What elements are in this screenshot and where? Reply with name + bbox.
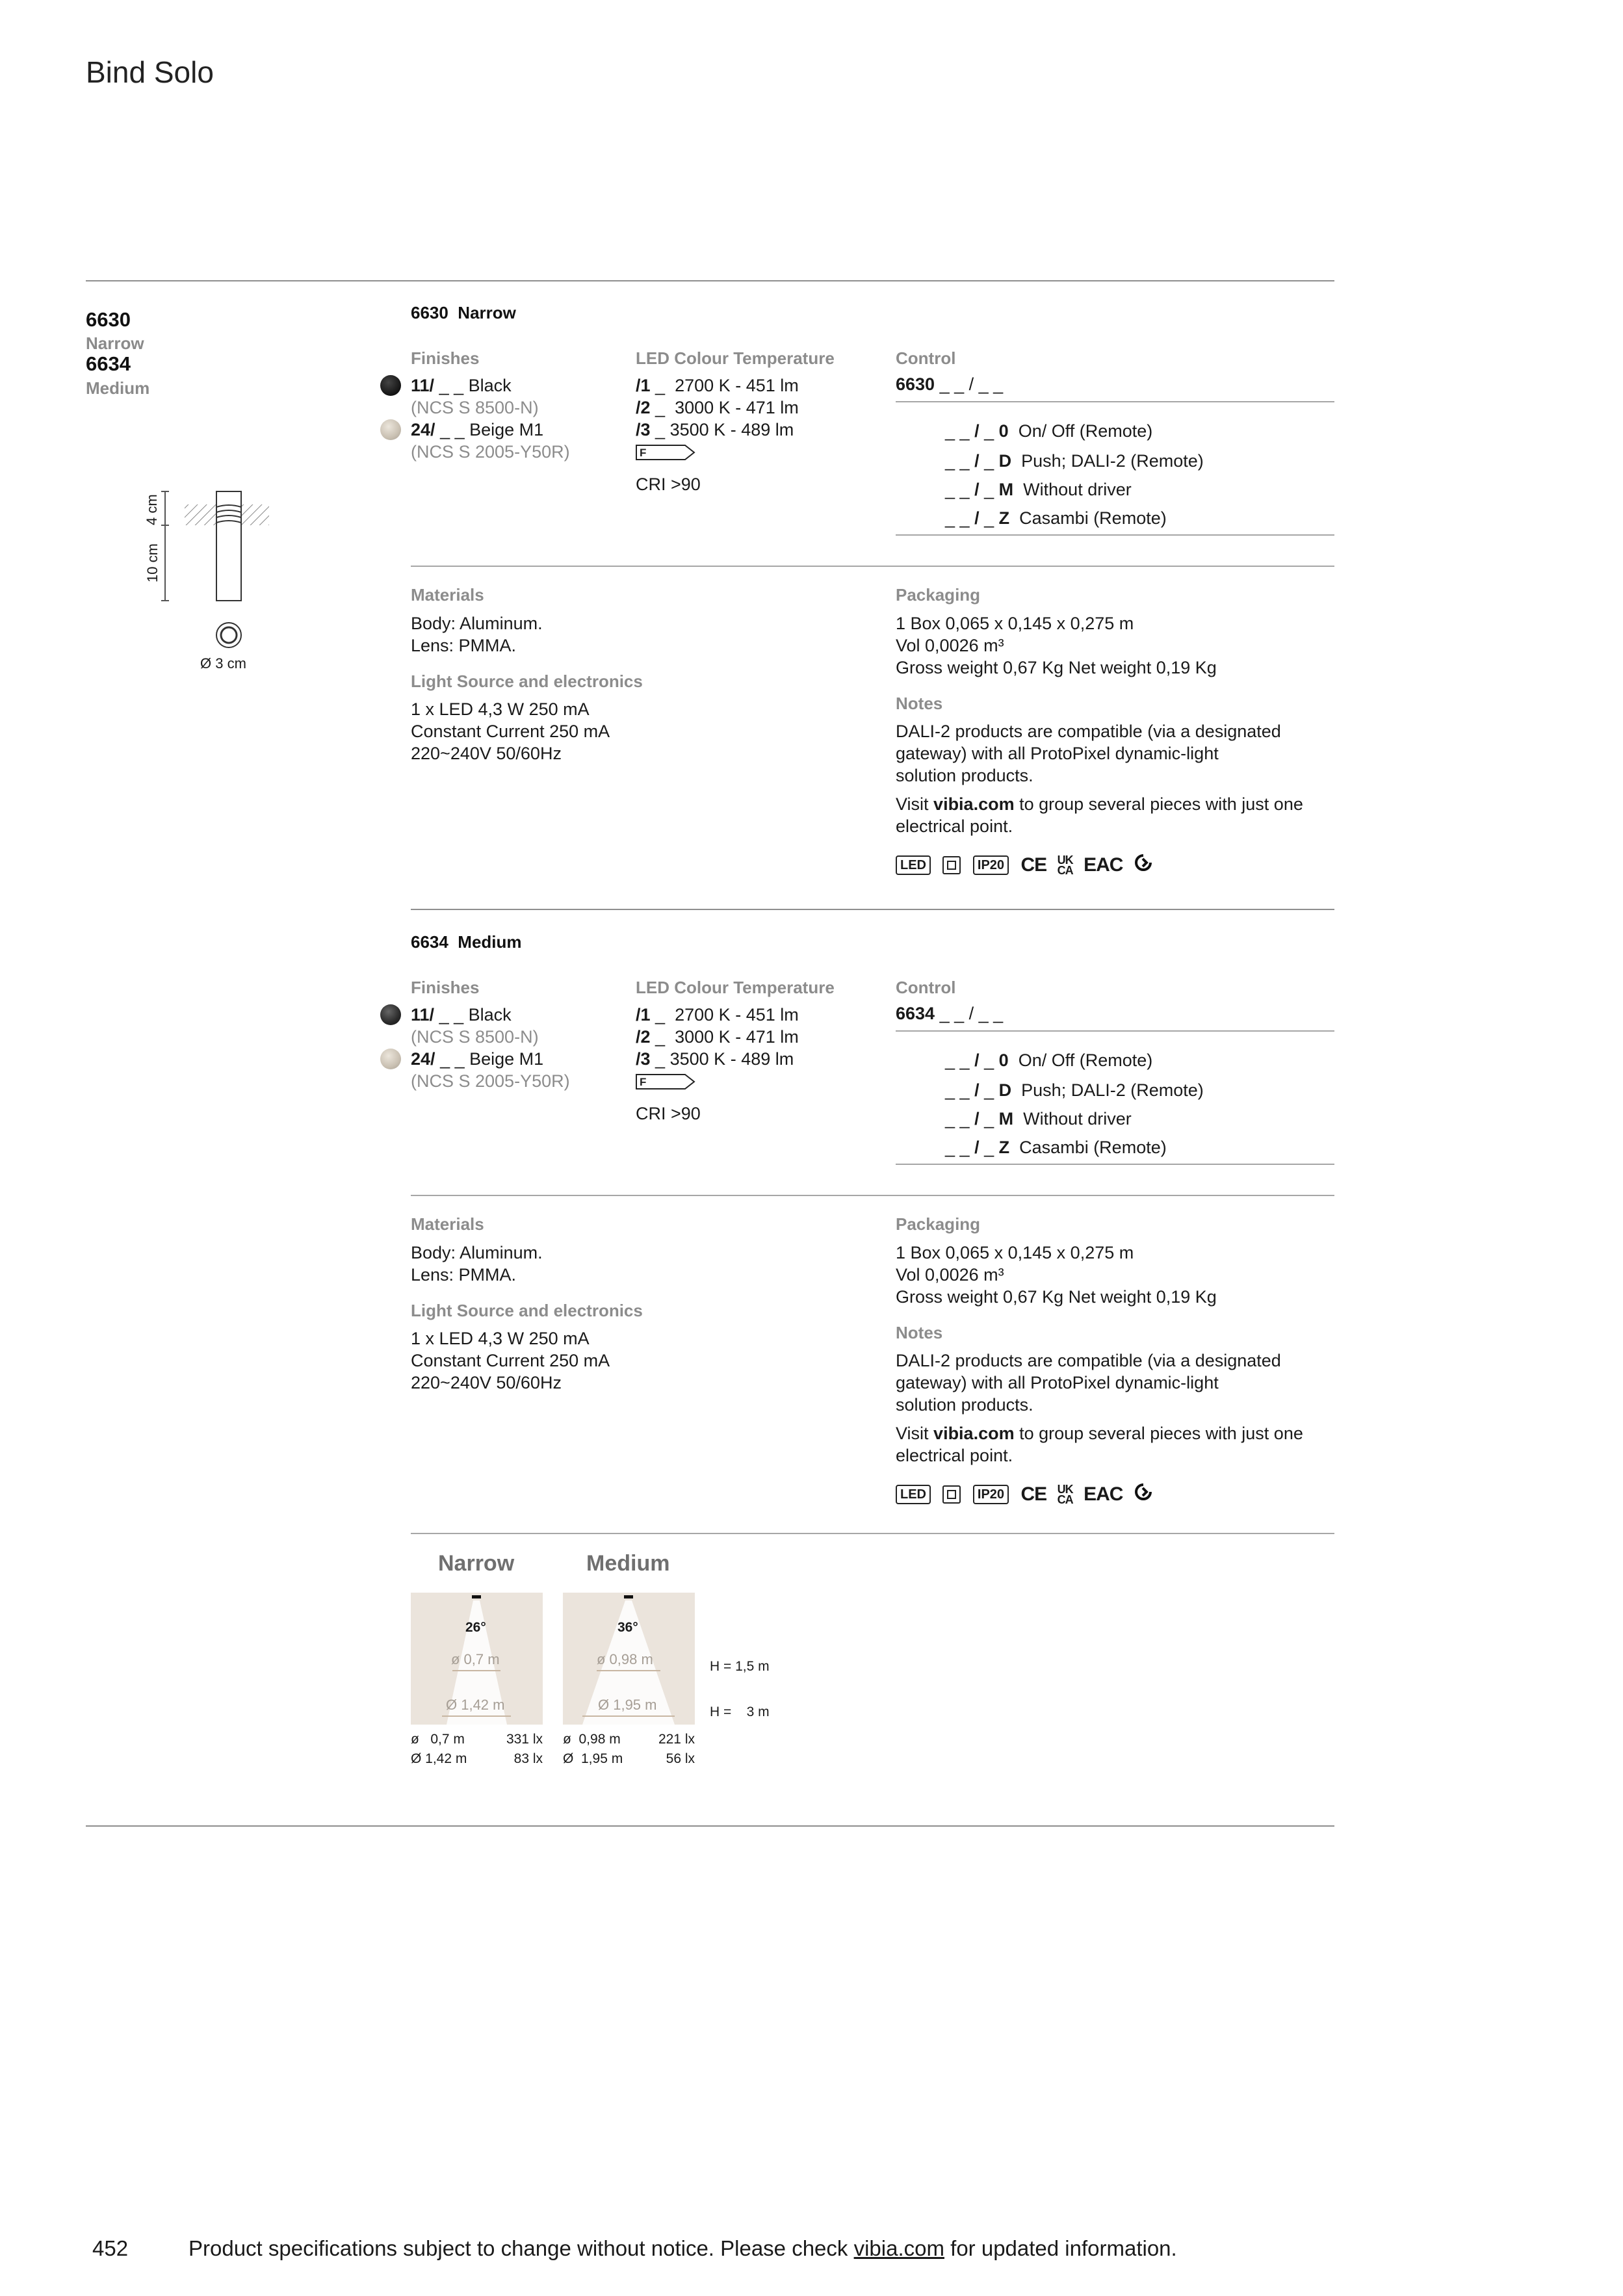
led-temp: 3000 K	[675, 1027, 731, 1047]
beam-angle-narrow: 26°	[465, 1620, 486, 1635]
top-rule	[86, 280, 1334, 281]
ctrl-code: Z	[998, 1138, 1010, 1157]
finish-code: 24/	[411, 1049, 435, 1069]
led-code: /1	[636, 1005, 651, 1024]
section-heading-6630	[411, 303, 516, 323]
beam-title-medium: Medium	[586, 1551, 670, 1576]
notes-visit-line-2: electrical point.	[896, 816, 1013, 836]
ukca-mark-icon	[1058, 855, 1073, 876]
beam-section-rule	[411, 1533, 1334, 1534]
finish-name: Black	[468, 1005, 512, 1024]
recycle-icon	[1134, 853, 1153, 878]
ctrl-desc: On/ Off (Remote)	[1018, 421, 1153, 441]
footer-text-after: for updated information.	[950, 2236, 1177, 2260]
energy-class-arrow	[636, 1074, 695, 1089]
led-label: LED Colour Temperature	[636, 978, 835, 997]
led-blank: _	[655, 1027, 666, 1047]
beam-row-diameter: ø 0,98 m	[563, 1732, 621, 1747]
materials-line-2: Lens: PMMA.	[411, 1265, 517, 1285]
ctrl-desc: Casambi (Remote)	[1019, 508, 1167, 528]
page-title: Bind Solo	[86, 55, 214, 89]
control-rule-top	[896, 401, 1334, 402]
control-option-z	[945, 508, 1167, 528]
visit-text: Visit	[896, 794, 929, 814]
control-option-z	[945, 1138, 1167, 1157]
light-source-line-1: 1 x LED 4,3 W 250 mA	[411, 699, 590, 719]
model-name-narrow: Narrow	[86, 333, 144, 353]
heading-name: Medium	[458, 932, 522, 952]
section-rule	[411, 909, 1334, 910]
finish-beige-ncs: (NCS S 2005-Y50R)	[411, 442, 570, 462]
finish-name: Beige M1	[469, 420, 544, 439]
model-code-6634: 6634	[86, 352, 131, 375]
swatch-black[interactable]	[380, 375, 401, 396]
finish-black-ncs: (NCS S 8500-N)	[411, 1027, 539, 1047]
beam-angle-medium: 36°	[617, 1620, 638, 1635]
finish-beige	[411, 419, 543, 441]
finish-black	[411, 374, 512, 397]
beam-d1-medium: ø 0,98 m	[597, 1651, 653, 1667]
led-temp: 3500 K	[669, 420, 726, 439]
ukca-top: UK	[1057, 1483, 1073, 1496]
control-code-suffix: _ _ / _ _	[939, 374, 1004, 394]
ctrl-blank: _	[984, 421, 994, 441]
led-blank: _	[655, 420, 666, 439]
footer-link[interactable]: vibia.com	[853, 2236, 944, 2260]
vibia-link[interactable]: vibia.com	[933, 794, 1015, 814]
control-code-number: 6630	[896, 374, 935, 394]
ctrl-prefix: _ _	[945, 1080, 970, 1100]
beam-height-2: H = 3 m	[710, 1704, 770, 1719]
visit-rest: to group several pieces with just one	[1019, 1424, 1303, 1443]
control-option-d	[945, 451, 1204, 471]
control-code	[896, 373, 1003, 395]
ce-mark-icon: CE	[1020, 1483, 1047, 1505]
visit-text: Visit	[896, 1424, 929, 1443]
ip20-badge: IP20	[973, 1485, 1009, 1504]
swatch-beige[interactable]	[380, 1049, 401, 1069]
light-source-line-2: Constant Current 250 mA	[411, 722, 610, 741]
finishes-label: Finishes	[411, 348, 480, 368]
notes-line-3: solution products.	[896, 1395, 1033, 1415]
ctrl-blank: _	[984, 480, 994, 499]
ctrl-code: D	[998, 1080, 1012, 1100]
finish-name: Black	[468, 376, 512, 395]
energy-class-text: F	[640, 447, 647, 459]
ctrl-slash: /	[974, 421, 980, 441]
ctrl-desc: Push; DALI-2 (Remote)	[1021, 451, 1204, 471]
finish-beige	[411, 1048, 543, 1070]
ctrl-slash: /	[974, 1050, 980, 1070]
led-label: LED Colour Temperature	[636, 348, 835, 368]
led-option-2	[636, 1026, 799, 1048]
led-sep: -	[735, 398, 742, 417]
notes-line-2: gateway) with all ProtoPixel dynamic-light	[896, 744, 1219, 763]
class-ii-icon	[942, 1485, 961, 1504]
control-rule-top	[896, 1030, 1334, 1032]
notes-label: Notes	[896, 1323, 943, 1342]
notes-visit	[896, 1422, 1303, 1444]
ctrl-prefix: _ _	[945, 1050, 970, 1070]
led-code: /2	[636, 398, 651, 417]
section-divider	[411, 566, 1334, 567]
led-lm: 471 lm	[746, 398, 799, 417]
led-code: /3	[636, 1049, 651, 1069]
ctrl-blank: _	[984, 451, 994, 471]
led-lm: 489 lm	[741, 420, 794, 439]
packaging-line-1: 1 Box 0,065 x 0,145 x 0,275 m	[896, 614, 1134, 633]
control-code-number: 6634	[896, 1004, 935, 1023]
led-sep: -	[730, 420, 736, 439]
finish-black-ncs: (NCS S 8500-N)	[411, 398, 539, 417]
cert-icons	[896, 1482, 1161, 1508]
led-lm: 451 lm	[746, 376, 799, 395]
beam-row-2-narrow	[411, 1751, 543, 1767]
energy-class-arrow	[636, 445, 695, 460]
ctrl-prefix: _ _	[945, 1109, 970, 1128]
led-sep: -	[735, 1027, 742, 1047]
control-rule-bottom	[896, 534, 1334, 536]
led-code: /2	[636, 1027, 651, 1047]
ctrl-code: D	[998, 451, 1012, 471]
led-option-3	[636, 1048, 794, 1070]
led-option-2	[636, 397, 799, 419]
bottom-rule	[86, 1825, 1334, 1827]
ctrl-blank: _	[984, 508, 994, 528]
control-rule-bottom	[896, 1164, 1334, 1165]
finish-code: 24/	[411, 420, 435, 439]
materials-label: Materials	[411, 1214, 484, 1234]
dim-label-diameter: Ø 3 cm	[200, 655, 246, 672]
beam-row-diameter: ø 0,7 m	[411, 1732, 465, 1747]
swatch-black[interactable]	[380, 1004, 401, 1025]
control-option-0	[945, 1050, 1152, 1070]
finish-code: 11/	[411, 1005, 435, 1024]
beam-d2-medium: Ø 1,95 m	[598, 1697, 657, 1713]
led-blank: _	[655, 1049, 666, 1069]
notes-line-1: DALI-2 products are compatible (via a designated	[896, 1351, 1281, 1370]
led-lm: 451 lm	[746, 1005, 799, 1024]
ip20-badge: IP20	[973, 855, 1009, 875]
control-option-0	[945, 421, 1152, 441]
led-code: /1	[636, 376, 651, 395]
light-source-line-2: Constant Current 250 mA	[411, 1351, 610, 1370]
ctrl-blank: _	[984, 1080, 994, 1100]
footer-text	[188, 2236, 1177, 2261]
materials-label: Materials	[411, 585, 484, 605]
ctrl-desc: Without driver	[1023, 480, 1132, 499]
vibia-link[interactable]: vibia.com	[933, 1424, 1015, 1443]
beam-diagram-narrow	[411, 1593, 543, 1725]
dim-label-body: 10 cm	[144, 543, 161, 582]
ctrl-desc: On/ Off (Remote)	[1018, 1050, 1153, 1070]
control-code	[896, 1002, 1003, 1024]
notes-visit	[896, 793, 1303, 815]
ukca-bottom: CA	[1057, 1493, 1073, 1506]
beam-row-diameter: Ø 1,42 m	[411, 1751, 467, 1766]
materials-line-1: Body: Aluminum.	[411, 1243, 543, 1262]
footer-text-before: Product specifications subject to change without notice. Please check	[188, 2236, 848, 2260]
led-sep: -	[730, 1049, 736, 1069]
led-sep: -	[735, 376, 742, 395]
led-lm: 489 lm	[741, 1049, 794, 1069]
class-ii-icon	[942, 856, 961, 874]
dim-label-top: 4 cm	[144, 494, 160, 525]
led-blank: _	[655, 1005, 666, 1024]
notes-visit-line-2: electrical point.	[896, 1446, 1013, 1465]
packaging-line-2: Vol 0,0026 m³	[896, 636, 1004, 655]
ctrl-desc: Without driver	[1023, 1109, 1132, 1128]
beam-row-lux: 83 lx	[513, 1751, 543, 1766]
finish-blank: _ _	[440, 420, 465, 439]
light-source-label: Light Source and electronics	[411, 672, 643, 691]
section-heading-6634	[411, 932, 522, 952]
light-source-line-1: 1 x LED 4,3 W 250 mA	[411, 1329, 590, 1348]
led-temp: 2700 K	[675, 376, 731, 395]
ctrl-blank: _	[984, 1050, 994, 1070]
light-source-line-3: 220~240V 50/60Hz	[411, 744, 562, 763]
led-temp: 3500 K	[669, 1049, 726, 1069]
page-number: 452	[92, 2236, 129, 2260]
energy-class-label	[636, 1074, 695, 1089]
model-name-medium: Medium	[86, 378, 150, 398]
notes-label: Notes	[896, 694, 943, 713]
packaging-label: Packaging	[896, 585, 981, 605]
ctrl-slash: /	[974, 451, 980, 471]
energy-class-text: F	[640, 1076, 647, 1088]
ctrl-code: M	[998, 480, 1014, 499]
led-temp: 2700 K	[675, 1005, 731, 1024]
ukca-mark-icon	[1058, 1484, 1073, 1505]
heading-code: 6630	[411, 303, 448, 322]
swatch-beige[interactable]	[380, 419, 401, 440]
finish-blank: _ _	[439, 1005, 464, 1024]
led-badge: LED	[896, 855, 931, 875]
notes-line-2: gateway) with all ProtoPixel dynamic-light	[896, 1373, 1219, 1392]
finish-name: Beige M1	[469, 1049, 544, 1069]
control-label: Control	[896, 348, 956, 368]
heading-code: 6634	[411, 932, 448, 952]
ctrl-slash: /	[974, 1109, 980, 1128]
ctrl-code: 0	[998, 421, 1009, 441]
finish-black	[411, 1004, 512, 1026]
control-option-d	[945, 1080, 1204, 1100]
materials-line-2: Lens: PMMA.	[411, 636, 517, 655]
visit-rest: to group several pieces with just one	[1019, 794, 1303, 814]
ctrl-prefix: _ _	[945, 508, 970, 528]
packaging-line-3: Gross weight 0,67 Kg Net weight 0,19 Kg	[896, 658, 1217, 677]
packaging-label: Packaging	[896, 1214, 981, 1234]
beam-row-lux: 221 lx	[658, 1732, 695, 1747]
ctrl-slash: /	[974, 480, 980, 499]
cert-icons	[896, 853, 1161, 879]
section-divider	[411, 1195, 1334, 1196]
notes-line-1: DALI-2 products are compatible (via a designated	[896, 722, 1281, 741]
eac-mark-icon: EAC	[1084, 854, 1123, 876]
control-code-suffix: _ _ / _ _	[939, 1004, 1004, 1023]
finish-blank: _ _	[440, 1049, 465, 1069]
beam-title-narrow: Narrow	[438, 1551, 515, 1576]
beam-row-2-medium	[563, 1751, 695, 1767]
led-temp: 3000 K	[675, 398, 731, 417]
cri: CRI >90	[636, 1104, 701, 1123]
finish-beige-ncs: (NCS S 2005-Y50R)	[411, 1071, 570, 1091]
ctrl-prefix: _ _	[945, 451, 970, 471]
recycle-icon	[1134, 1482, 1153, 1507]
packaging-line-1: 1 Box 0,065 x 0,145 x 0,275 m	[896, 1243, 1134, 1262]
led-badge: LED	[896, 1485, 931, 1504]
control-option-m	[945, 480, 1132, 499]
ukca-bottom: CA	[1057, 864, 1073, 877]
control-option-m	[945, 1109, 1132, 1128]
led-blank: _	[655, 398, 666, 417]
led-option-1	[636, 374, 799, 397]
led-option-3	[636, 419, 794, 441]
beam-row-1-narrow	[411, 1732, 543, 1747]
packaging-line-3: Gross weight 0,67 Kg Net weight 0,19 Kg	[896, 1287, 1217, 1307]
ctrl-code: 0	[998, 1050, 1009, 1070]
energy-class-label	[636, 445, 695, 460]
light-source-label: Light Source and electronics	[411, 1301, 643, 1320]
beam-d1-narrow: ø 0,7 m	[451, 1651, 500, 1667]
ctrl-slash: /	[974, 1138, 980, 1157]
ctrl-desc: Casambi (Remote)	[1019, 1138, 1167, 1157]
led-lm: 471 lm	[746, 1027, 799, 1047]
led-blank: _	[655, 376, 666, 395]
ctrl-code: Z	[998, 508, 1010, 528]
beam-diagram-medium	[563, 1593, 695, 1725]
ctrl-slash: /	[974, 508, 980, 528]
led-sep: -	[735, 1005, 742, 1024]
model-code-6630: 6630	[86, 308, 131, 331]
beam-d2-narrow: Ø 1,42 m	[446, 1697, 505, 1713]
led-option-1	[636, 1004, 799, 1026]
ctrl-prefix: _ _	[945, 421, 970, 441]
finish-blank: _ _	[439, 376, 464, 395]
ctrl-prefix: _ _	[945, 1138, 970, 1157]
ctrl-code: M	[998, 1109, 1014, 1128]
beam-height-1: H = 1,5 m	[710, 1659, 770, 1674]
light-source-line-3: 220~240V 50/60Hz	[411, 1373, 562, 1392]
ctrl-blank: _	[984, 1138, 994, 1157]
ce-mark-icon: CE	[1020, 854, 1047, 876]
materials-line-1: Body: Aluminum.	[411, 614, 543, 633]
eac-mark-icon: EAC	[1084, 1483, 1123, 1505]
beam-row-lux: 56 lx	[666, 1751, 695, 1766]
ctrl-prefix: _ _	[945, 480, 970, 499]
ukca-top: UK	[1057, 854, 1073, 867]
finish-code: 11/	[411, 376, 435, 395]
ctrl-slash: /	[974, 1080, 980, 1100]
beam-row-1-medium	[563, 1732, 695, 1747]
led-code: /3	[636, 420, 651, 439]
beam-row-lux: 331 lx	[506, 1732, 543, 1747]
packaging-line-2: Vol 0,0026 m³	[896, 1265, 1004, 1285]
ctrl-blank: _	[984, 1109, 994, 1128]
ctrl-desc: Push; DALI-2 (Remote)	[1021, 1080, 1204, 1100]
heading-name: Narrow	[458, 303, 516, 322]
finishes-label: Finishes	[411, 978, 480, 997]
notes-line-3: solution products.	[896, 766, 1033, 785]
beam-row-diameter: Ø 1,95 m	[563, 1751, 623, 1766]
cri: CRI >90	[636, 475, 701, 494]
control-label: Control	[896, 978, 956, 997]
